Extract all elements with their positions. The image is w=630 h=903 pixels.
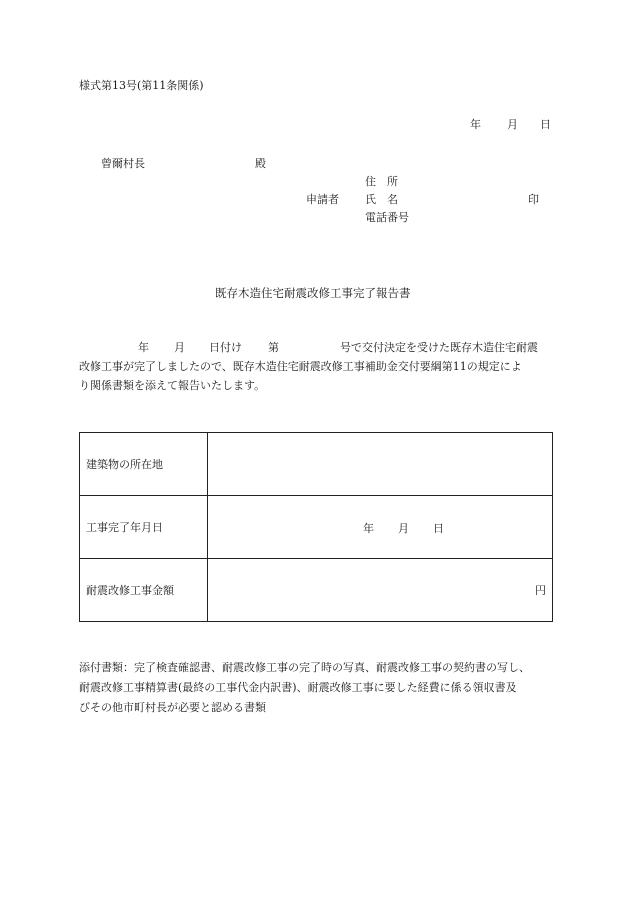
document-title: 既存木造住宅耐震改修工事完了報告書: [215, 286, 411, 300]
date-day: 日: [540, 118, 551, 131]
attachments-line2: 耐震改修工事精算書(最終の工事代金内訳書)、耐震改修工事に要した経費に係る領収書及: [79, 681, 517, 694]
body-month: 月: [174, 341, 185, 354]
attachments-line1: 添付書類：完了検査確認書、耐震改修工事の完了時の写真、耐震改修工事の契約書の写し、: [79, 661, 530, 674]
body-line1-rest: 号で交付決定を受けた既存木造住宅耐震: [340, 341, 538, 354]
recipient-honorific: 殿: [255, 157, 266, 170]
body-day-dated: 日付け: [209, 341, 242, 354]
body-no-prefix: 第: [268, 341, 279, 354]
location-value: [208, 433, 553, 496]
phone-label: 電話番号: [365, 211, 409, 224]
cost-value: [208, 559, 553, 622]
applicant-label: 申請者: [306, 193, 339, 206]
date-month: 月: [507, 118, 518, 131]
recipient-name: 曾爾村長: [101, 157, 145, 170]
attachments-line3: びその他市町村長が必要と認める書類: [79, 701, 266, 714]
completion-month: 月: [398, 522, 409, 535]
date-year: 年: [470, 118, 481, 131]
table-row: [80, 559, 553, 622]
location-label: 建築物の所在地: [80, 433, 208, 496]
body-line2: 改修工事が完了しましたので、既存木造住宅耐震改修工事補助金交付要綱第11の規定によ: [79, 360, 522, 373]
cost-label: 耐震改修工事金額: [80, 559, 208, 622]
report-table: [79, 432, 553, 622]
table-row: [80, 496, 553, 559]
form-number: 様式第13号(第11条関係): [79, 79, 204, 92]
completion-date-label: 工事完了年月日: [80, 496, 208, 559]
cost-unit: 円: [535, 584, 546, 597]
name-label: 氏 名: [365, 193, 398, 206]
address-label: 住 所: [365, 175, 398, 188]
seal-mark: 印: [528, 193, 539, 206]
completion-year: 年: [363, 522, 374, 535]
body-line3: り関係書類を添えて報告いたします。: [79, 379, 266, 392]
completion-day: 日: [433, 522, 444, 535]
body-year: 年: [138, 341, 149, 354]
completion-date-value: [208, 496, 553, 559]
table-row: [80, 433, 553, 496]
